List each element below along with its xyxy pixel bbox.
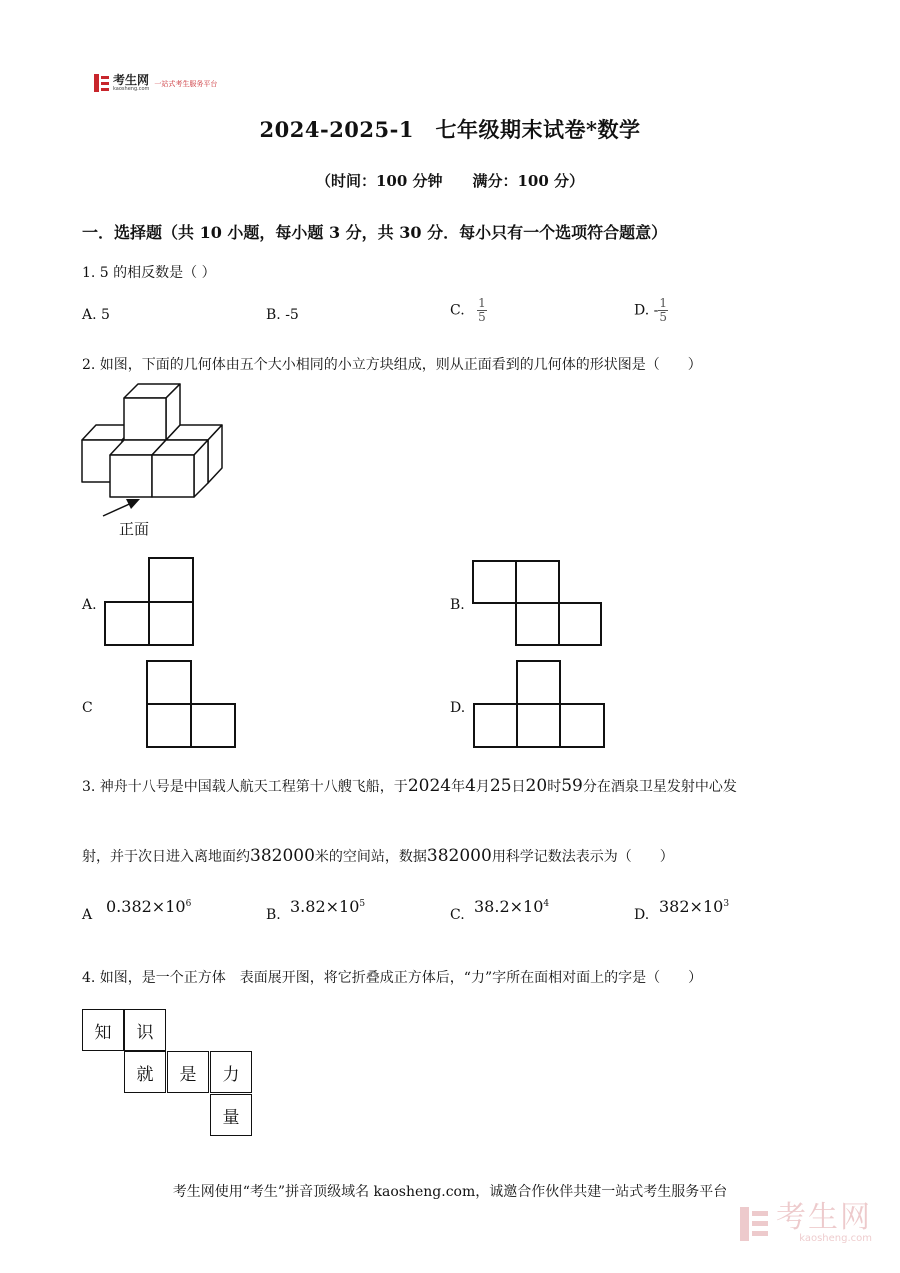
q3-text: 射，并于次日进入离地面约: [82, 849, 250, 865]
q3-month: 4: [465, 776, 476, 796]
q2-option-a-figure: [105, 558, 193, 645]
q2-option-d-figure: [474, 661, 604, 747]
watermark-domain: kaosheng.com: [799, 1233, 872, 1244]
q2-option-a-label: A.: [82, 597, 97, 613]
watermark-name: 考生网: [776, 1200, 872, 1235]
page-title: 2024-2025-1 七年级期末试卷*数学: [259, 117, 641, 142]
q3-option-a: [106, 897, 191, 916]
q3-text: 3. 神舟十八号是中国载人航天工程第十八艘飞船，于: [82, 779, 408, 795]
q3-text: 月: [475, 779, 490, 795]
q2-option-d-label: D.: [450, 700, 466, 716]
net-face-4: 是: [167, 1051, 209, 1093]
front-view-label: 正面: [119, 520, 150, 538]
sci-exponent: 3: [723, 899, 730, 909]
sci-base: 38.2×10: [474, 897, 544, 916]
net-face-2: 识: [124, 1009, 166, 1051]
q3-year: 2024: [407, 776, 452, 796]
q3-text: 分在酒泉卫星发射中心发: [582, 779, 737, 795]
sci-exponent: 6: [185, 899, 192, 909]
sci-exponent: 4: [543, 899, 550, 909]
q2-option-b-label: B.: [450, 597, 465, 613]
question-4-stem: 4. 如图，是一个正方体 表面展开图，将它折叠成正方体后，“力”字所在面相对面上的字是（ ）: [82, 970, 703, 986]
q3-minute: 59: [561, 776, 583, 796]
q3-text: 时: [547, 779, 562, 795]
question-3-line-2: [82, 846, 674, 866]
net-face-3: 就: [124, 1051, 166, 1093]
q3-text: 年: [451, 779, 466, 795]
page-footer: 考生网使用“考生”拼音顶级域名 kaosheng.com，诚邀合作伙伴共建一站式考生服务平台: [172, 1184, 728, 1200]
q3-option-c: [474, 897, 549, 916]
q1-option-b: B. -5: [266, 307, 299, 323]
net-face-5: 力: [210, 1051, 252, 1093]
watermark-text: [776, 1200, 872, 1244]
q3-option-d-label: D.: [634, 907, 650, 923]
q3-option-b: [290, 897, 365, 916]
sci-base: 382×10: [659, 897, 724, 916]
q2-option-b-figure: [473, 561, 601, 645]
q2-option-c-label: C: [82, 700, 93, 716]
question-1-stem: 1. 5 的相反数是（ ）: [82, 265, 216, 281]
q3-option-a-label: A: [82, 907, 93, 923]
question-2-stem: 2. 如图，下面的几何体由五个大小相同的小立方块组成，则从正面看到的几何体的形状图是（ ）: [82, 357, 702, 373]
q3-text: 日: [511, 779, 526, 795]
q3-number: 382000: [250, 846, 315, 866]
section-heading: 一．选择题（共 10 小题，每小题 3 分，共 30 分．每小只有一个选项符合题意）: [82, 223, 668, 242]
sci-base: 0.382×10: [106, 897, 186, 916]
q2-option-c-figure: [147, 661, 235, 747]
fraction-denominator: 5: [659, 310, 667, 324]
fraction-numerator: 1: [478, 296, 486, 310]
fraction-denominator: 5: [478, 310, 486, 324]
exam-info: （时间：100 分钟 满分：100 分）: [315, 172, 585, 190]
q1-option-a: A. 5: [82, 307, 110, 323]
watermark-logo-icon: [740, 1207, 770, 1241]
q1-option-d-label: D. -: [634, 302, 659, 319]
q3-option-d: [659, 897, 729, 916]
q3-hour: 20: [525, 776, 548, 796]
q3-day: 25: [489, 776, 512, 796]
q3-option-b-label: B.: [266, 907, 281, 923]
net-face-6: 量: [210, 1094, 252, 1136]
logo-name: 考生网: [113, 72, 150, 87]
watermark: [740, 1200, 872, 1244]
q3-number: 382000: [426, 846, 492, 866]
q1-option-c-label: C.: [450, 302, 465, 319]
fraction-numerator: 1: [659, 296, 667, 310]
net-face-1: 知: [82, 1009, 124, 1051]
q3-option-c-label: C.: [450, 907, 465, 923]
q3-text: 用科学记数法表示为（ ）: [491, 849, 674, 865]
logo-domain: kaosheng.com: [113, 85, 150, 92]
sci-base: 3.82×10: [290, 897, 360, 916]
q3-text: 米的空间站，数据: [314, 849, 427, 865]
sci-exponent: 5: [359, 899, 366, 909]
question-3-line-1: [82, 776, 737, 796]
logo-slogan: 一站式考生服务平台: [154, 80, 218, 88]
